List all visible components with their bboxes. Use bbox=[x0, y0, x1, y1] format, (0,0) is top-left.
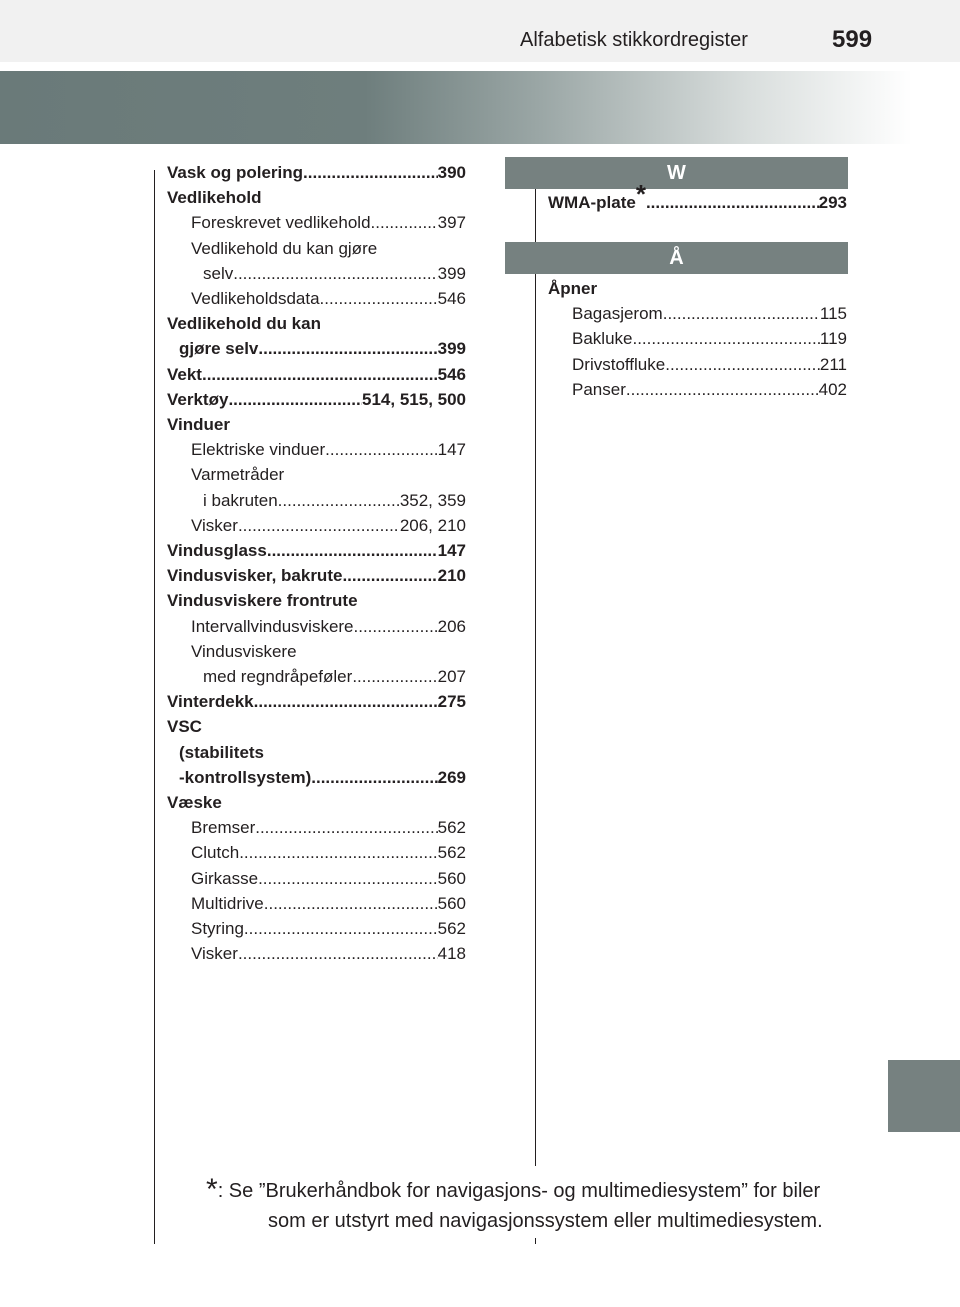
index-entry bbox=[167, 336, 466, 361]
index-entry bbox=[167, 765, 466, 790]
index-entry bbox=[167, 185, 466, 210]
index-entry-page: 206, 210 bbox=[399, 515, 466, 535]
index-entry-label: Bakluke bbox=[572, 329, 633, 349]
index-entry-label: Vindusglass bbox=[167, 541, 267, 561]
letter-heading-aa: Å bbox=[505, 242, 848, 274]
leader-dots bbox=[258, 336, 437, 361]
index-entry bbox=[167, 941, 466, 966]
footnote bbox=[206, 1173, 823, 1236]
section-title: Alfabetisk stikkordregister bbox=[520, 29, 748, 51]
index-entry-label: Verktøy bbox=[167, 389, 229, 409]
index-entry bbox=[548, 326, 847, 351]
leader-dots bbox=[646, 190, 819, 215]
page-number: 599 bbox=[832, 26, 873, 53]
index-entry bbox=[167, 160, 466, 185]
index-entry-label: Vekt bbox=[167, 364, 202, 384]
chapter-side-tab bbox=[888, 1060, 960, 1132]
index-entry-page: 562 bbox=[437, 843, 466, 863]
index-entry-label: Vinduer bbox=[167, 415, 230, 435]
index-entry-label: Vedlikeholdsdata bbox=[191, 289, 320, 309]
leader-dots bbox=[632, 326, 819, 351]
leader-dots bbox=[663, 301, 820, 326]
index-entry-page: 275 bbox=[437, 692, 466, 712]
footnote-mark: * bbox=[206, 1173, 218, 1206]
index-entry-page: 546 bbox=[437, 289, 466, 309]
index-entry bbox=[167, 740, 466, 765]
index-entry bbox=[548, 301, 847, 326]
index-entry-label: Visker bbox=[191, 944, 238, 964]
index-entry-label: Intervallvindusviskere bbox=[191, 616, 354, 636]
column-divider-tick bbox=[535, 1238, 536, 1244]
column-divider-rule bbox=[535, 170, 536, 1166]
leader-dots bbox=[228, 387, 362, 412]
index-entry bbox=[167, 689, 466, 714]
index-entry-page: 119 bbox=[819, 329, 847, 349]
index-entry-label: Vedlikehold du kan bbox=[167, 314, 321, 334]
index-entry-label: -kontrollsystem) bbox=[179, 767, 312, 787]
index-section-w bbox=[548, 179, 847, 215]
index-entry bbox=[167, 437, 466, 462]
index-entry bbox=[167, 261, 466, 286]
index-entry-page: 147 bbox=[437, 541, 466, 561]
index-entry-label: WMA-plate bbox=[548, 193, 636, 212]
index-entry-page: 399 bbox=[437, 263, 466, 283]
index-entry-label: Clutch bbox=[191, 843, 240, 863]
index-entry-page: 206 bbox=[437, 616, 466, 636]
letter-heading-w: W bbox=[505, 157, 848, 189]
index-entry bbox=[548, 179, 847, 215]
index-entry-page: 207 bbox=[437, 667, 466, 687]
index-entry-page: 147 bbox=[437, 440, 466, 460]
index-entry-label: Vinterdekk bbox=[167, 692, 254, 712]
leader-dots bbox=[626, 377, 819, 402]
leader-dots bbox=[258, 866, 438, 891]
index-entry-label: Foreskrevet vedlikehold bbox=[191, 213, 371, 233]
leader-dots bbox=[254, 689, 438, 714]
leader-dots bbox=[264, 891, 438, 916]
index-entry bbox=[167, 311, 466, 336]
index-entry-label: Vindusviskere frontrute bbox=[167, 591, 358, 611]
leader-dots bbox=[202, 362, 438, 387]
index-entry-label: Styring bbox=[191, 919, 244, 939]
footnote-mark: * bbox=[635, 179, 646, 209]
index-entry-page: 399 bbox=[437, 339, 466, 359]
left-column-rule bbox=[154, 170, 155, 1244]
index-section-aa bbox=[548, 276, 847, 402]
index-entry-label: Girkasse bbox=[191, 868, 259, 888]
index-entry-label: VSC bbox=[167, 717, 202, 737]
index-entry-page: 115 bbox=[819, 304, 847, 324]
index-entry bbox=[167, 462, 466, 487]
leader-dots bbox=[303, 160, 438, 185]
footnote-line-2: som er utstyrt med navigasjonssystem eller multimediesystem. bbox=[268, 1210, 823, 1232]
index-entry-label: Vask og polering bbox=[167, 163, 304, 182]
footnote-line-1 bbox=[206, 1173, 823, 1206]
index-entry-page: 562 bbox=[437, 818, 466, 838]
index-entry-page: 514, 515, 500 bbox=[362, 389, 466, 409]
index-entry bbox=[167, 412, 466, 437]
leader-dots bbox=[311, 765, 437, 790]
index-entry bbox=[167, 840, 466, 865]
index-entry-label: (stabilitets bbox=[179, 742, 265, 762]
index-entry-page: 293 bbox=[818, 193, 847, 212]
index-entry-page: 210 bbox=[437, 566, 466, 586]
index-entry-label: Vedlikehold du kan gjøre bbox=[191, 238, 378, 258]
leader-dots bbox=[320, 286, 438, 311]
index-entry-label: med regndråpeføler bbox=[203, 667, 353, 687]
leader-dots bbox=[342, 563, 437, 588]
index-entry-label: Multidrive bbox=[191, 893, 264, 913]
index-entry bbox=[167, 916, 466, 941]
index-entry bbox=[167, 664, 466, 689]
index-entry bbox=[167, 790, 466, 815]
index-entry-page: 397 bbox=[437, 213, 466, 233]
index-entry-label: Elektriske vinduer bbox=[191, 440, 326, 460]
leader-dots bbox=[371, 210, 438, 235]
leader-dots bbox=[352, 664, 437, 689]
index-entry bbox=[548, 276, 847, 301]
leader-dots bbox=[244, 916, 438, 941]
leader-dots bbox=[238, 513, 400, 538]
index-entry-label: Panser bbox=[572, 379, 626, 399]
index-entry bbox=[167, 286, 466, 311]
index-entry bbox=[167, 891, 466, 916]
index-entry-label: Bremser bbox=[191, 818, 256, 838]
index-entry-page: 211 bbox=[819, 354, 847, 374]
index-entry-page: 546 bbox=[437, 364, 466, 384]
footnote-text-1: : Se ”Brukerhåndbok for navigasjons- og multimediesystem” for biler bbox=[217, 1180, 821, 1202]
leader-dots bbox=[325, 437, 437, 462]
index-entry-page: 560 bbox=[437, 893, 466, 913]
index-entry bbox=[167, 866, 466, 891]
index-entry-label: Bagasjerom bbox=[572, 304, 663, 324]
leader-dots bbox=[354, 614, 438, 639]
index-entry-label: Åpner bbox=[548, 279, 598, 298]
index-entry-label: Vedlikehold bbox=[167, 188, 262, 208]
index-entry bbox=[167, 588, 466, 613]
leader-dots bbox=[233, 261, 437, 286]
index-entry-page: 562 bbox=[437, 919, 466, 939]
header-strip bbox=[0, 0, 960, 62]
leader-dots bbox=[267, 538, 438, 563]
index-entry bbox=[167, 362, 466, 387]
index-entry bbox=[167, 714, 466, 739]
index-entry-page: 560 bbox=[437, 868, 466, 888]
index-entry bbox=[548, 377, 847, 402]
index-entry-label: Visker bbox=[191, 515, 238, 535]
index-entry-label: Vindusvisker, bakrute bbox=[167, 566, 343, 586]
index-entry bbox=[167, 815, 466, 840]
index-column-left bbox=[167, 160, 466, 967]
leader-dots bbox=[665, 352, 820, 377]
index-entry-label: Vindusviskere bbox=[191, 641, 297, 661]
index-entry bbox=[167, 538, 466, 563]
leader-dots bbox=[278, 488, 400, 513]
index-entry-label: selv bbox=[203, 263, 234, 283]
index-entry-page: 269 bbox=[437, 767, 466, 787]
index-entry-label: gjøre selv bbox=[179, 339, 259, 359]
index-entry-label: Drivstoffluke bbox=[572, 354, 666, 374]
index-entry bbox=[167, 210, 466, 235]
leader-dots bbox=[255, 815, 437, 840]
index-entry-label: i bakruten bbox=[203, 490, 278, 510]
index-entry bbox=[167, 639, 466, 664]
index-entry-label: Væske bbox=[167, 793, 222, 813]
index-entry-page: 390 bbox=[437, 163, 466, 182]
leader-dots bbox=[238, 941, 438, 966]
index-entry-page: 402 bbox=[818, 379, 847, 399]
index-entry bbox=[167, 387, 466, 412]
index-entry bbox=[548, 352, 847, 377]
index-entry-label: Varmetråder bbox=[191, 465, 285, 485]
index-entry bbox=[167, 513, 466, 538]
index-entry-page: 352, 359 bbox=[399, 490, 466, 510]
index-entry bbox=[167, 563, 466, 588]
leader-dots bbox=[239, 840, 437, 865]
index-entry-page: 418 bbox=[437, 944, 466, 964]
index-entry bbox=[167, 488, 466, 513]
index-entry bbox=[167, 236, 466, 261]
index-entry bbox=[167, 614, 466, 639]
header-banner bbox=[0, 71, 960, 144]
